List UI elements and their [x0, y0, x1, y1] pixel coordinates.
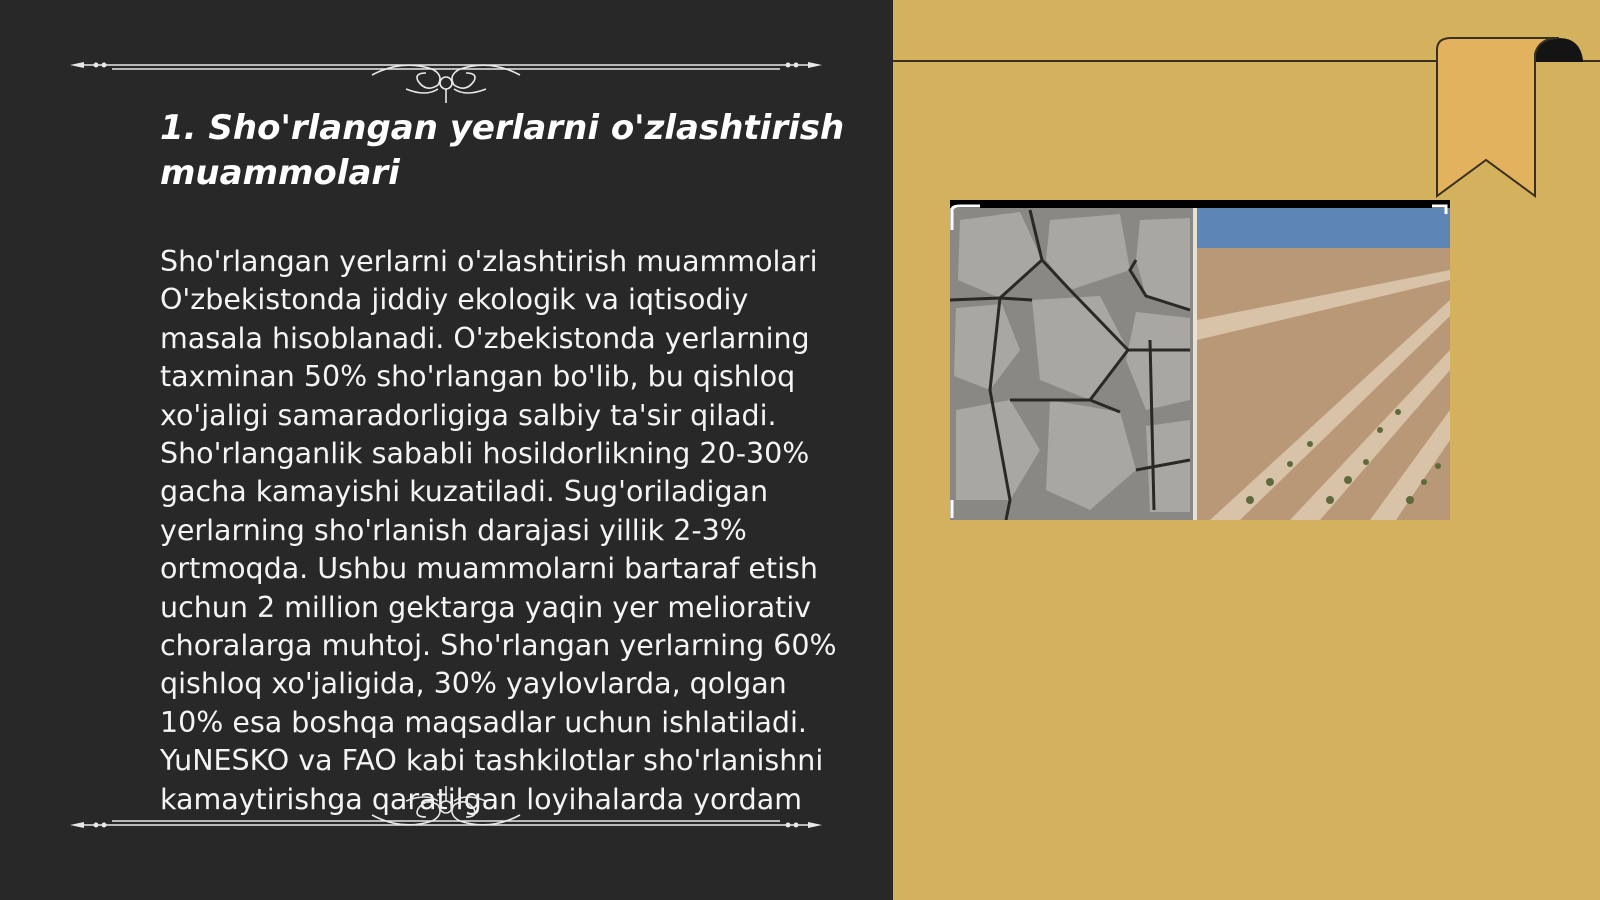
slide-title: 1. Sho'rlangan yerlarni o'zlashtirish muammolari — [160, 108, 845, 193]
slide-body-text: Sho'rlangan yerlarni o'zlashtirish muammolari O'zbekistonda jiddiy ekologik va iqtisodiy masala hisoblanadi. O'zbekistonda yerlarning taxminan 50% sho'rlangan bo'lib, bu qishloq xo'jaligi samaradorligiga salbiy ta'sir qiladi. Sho'rlanganlik sababli hosildorlikning 20-30% gacha kamayishi kuzatiladi. Sug'oriladigan yerlarning sho'rlanish darajasi yillik 2-3% ortmoqda. Ushbu muammolarni bartaraf etish uchun 2 million gektarga yaqin yer meliorativ choralarga muhtoj. Sho'rlangan yerlarning 60% qishloq xo'jaligida, 30% yaylovlarda, qolgan 10% esa boshqa maqsadlar uchun ishlatiladi. YuNESKO va FAO kabi tashkilotlar sho'rlanishni kamaytirishga qaratilgan loyihalarda yordam — [160, 245, 837, 816]
bookmark-ribbon-icon — [1435, 34, 1585, 199]
top-ornament-divider — [66, 45, 826, 105]
soil-comparison-photo — [950, 200, 1450, 520]
soil-photo-image — [950, 200, 1450, 520]
bottom-ornament-divider — [66, 780, 826, 840]
